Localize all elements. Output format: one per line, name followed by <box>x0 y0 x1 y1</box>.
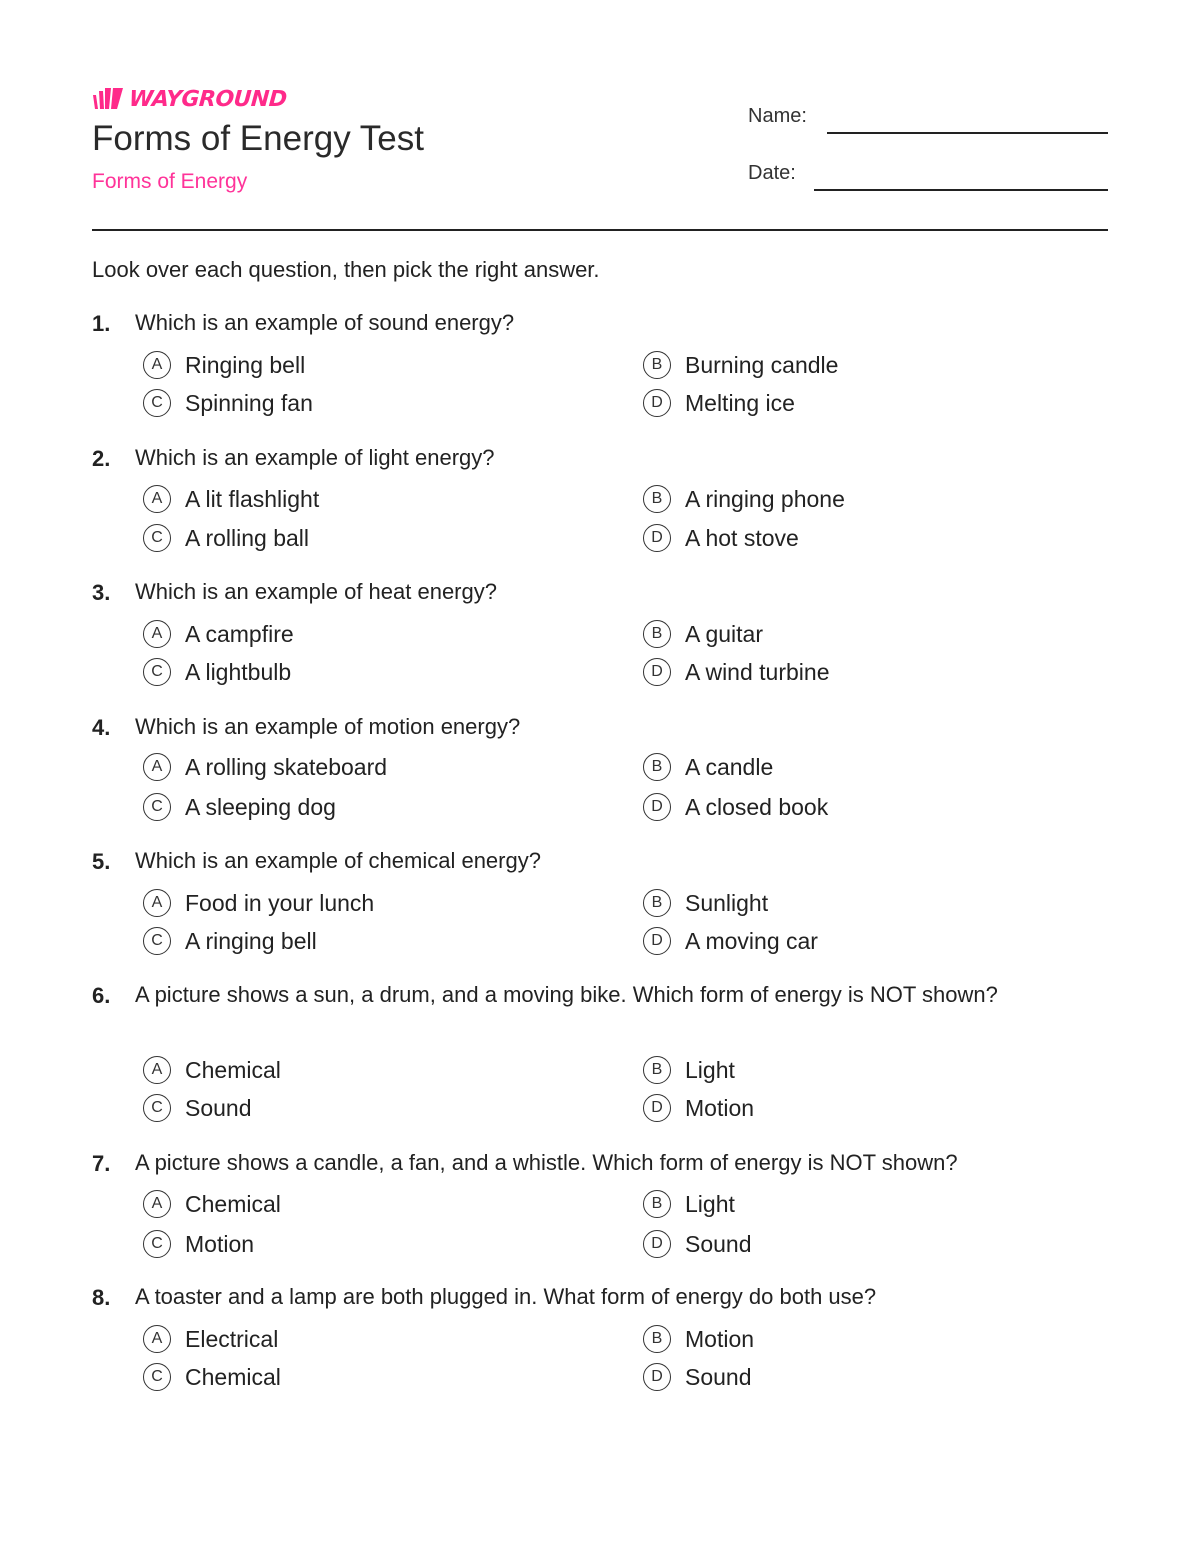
answer-option-a[interactable] <box>143 1323 278 1355</box>
question-number: 3. <box>92 580 111 605</box>
answer-bubble[interactable]: D <box>643 389 671 417</box>
page-subtitle: Forms of Energy <box>92 170 248 193</box>
answer-bubble[interactable]: A <box>143 485 171 513</box>
answer-option-b[interactable] <box>643 887 768 919</box>
answer-bubble[interactable]: C <box>143 1230 171 1258</box>
answer-bubble[interactable]: D <box>643 1094 671 1122</box>
answer-option-b[interactable] <box>643 349 838 381</box>
answer-text: Chemical <box>185 1056 281 1083</box>
question-number: 8. <box>92 1285 111 1310</box>
answer-option-d[interactable] <box>643 1092 754 1124</box>
answer-text: Motion <box>685 1094 755 1121</box>
answer-text: Sound <box>685 1363 752 1390</box>
answer-option-a[interactable] <box>143 1188 281 1220</box>
question-number: 2. <box>92 446 111 471</box>
answer-bubble[interactable]: C <box>143 1363 171 1391</box>
answer-bubble[interactable]: C <box>143 524 171 552</box>
answer-bubble[interactable]: C <box>143 1094 171 1122</box>
answer-bubble[interactable]: B <box>643 889 671 917</box>
answer-bubble[interactable]: D <box>643 1363 671 1391</box>
answer-option-a[interactable] <box>143 618 294 650</box>
answer-option-b[interactable] <box>643 1054 735 1086</box>
answer-option-c[interactable] <box>143 791 336 823</box>
question-text: Which is an example of motion energy? <box>135 714 521 739</box>
question-text: A toaster and a lamp are both plugged in. What form of energy do both use? <box>135 1284 877 1309</box>
answer-text: A campfire <box>185 620 294 647</box>
question-text: A picture shows a candle, a fan, and a whistle. Which form of energy is NOT shown? <box>135 1150 958 1175</box>
answer-bubble[interactable]: B <box>643 753 671 781</box>
answer-text: A hot stove <box>685 524 799 551</box>
answer-option-d[interactable] <box>643 791 828 823</box>
answer-option-c[interactable] <box>143 387 313 419</box>
answer-option-a[interactable] <box>143 483 319 515</box>
answer-text: A closed book <box>685 793 829 820</box>
answer-bubble[interactable]: A <box>143 351 171 379</box>
answer-bubble[interactable]: B <box>643 351 671 379</box>
answer-option-b[interactable] <box>643 1323 754 1355</box>
answer-text: Ringing bell <box>185 351 306 378</box>
answer-bubble[interactable]: C <box>143 927 171 955</box>
answer-bubble[interactable]: B <box>643 1190 671 1218</box>
question-number: 4. <box>92 715 111 740</box>
answer-text: Light <box>685 1056 735 1083</box>
question-text: Which is an example of light energy? <box>135 445 495 470</box>
answer-bubble[interactable]: A <box>143 889 171 917</box>
answer-text: Electrical <box>185 1325 279 1352</box>
answer-text: Melting ice <box>685 389 795 416</box>
date-label: Date: <box>748 162 796 184</box>
answer-bubble[interactable]: D <box>643 1230 671 1258</box>
answer-bubble[interactable]: C <box>143 389 171 417</box>
answer-option-b[interactable] <box>643 1188 735 1220</box>
answer-option-d[interactable] <box>643 387 795 419</box>
answer-bubble[interactable]: B <box>643 1056 671 1084</box>
answer-bubble[interactable]: D <box>643 927 671 955</box>
answer-text: Sound <box>685 1230 752 1257</box>
answer-option-c[interactable] <box>143 522 309 554</box>
question-number: 5. <box>92 849 111 874</box>
answer-text: Motion <box>185 1230 255 1257</box>
answer-bubble[interactable]: A <box>143 1325 171 1353</box>
answer-bubble[interactable]: D <box>643 793 671 821</box>
answer-option-d[interactable] <box>643 925 818 957</box>
answer-option-a[interactable] <box>143 349 305 381</box>
answer-option-a[interactable] <box>143 887 374 919</box>
answer-text: A rolling skateboard <box>185 753 388 780</box>
answer-text: Chemical <box>185 1190 281 1217</box>
answer-option-c[interactable] <box>143 656 291 688</box>
brand-logo <box>92 86 287 112</box>
answer-text: A moving car <box>685 927 818 954</box>
answer-text: A ringing phone <box>685 485 845 512</box>
answer-text: Burning candle <box>685 351 839 378</box>
answer-option-a[interactable] <box>143 1054 281 1086</box>
answer-option-d[interactable] <box>643 522 799 554</box>
answer-text: A candle <box>685 753 774 780</box>
answer-bubble[interactable]: C <box>143 658 171 686</box>
answer-option-c[interactable] <box>143 1092 252 1124</box>
answer-text: Spinning fan <box>185 389 313 416</box>
answer-option-d[interactable] <box>643 656 829 688</box>
name-field[interactable] <box>827 132 1108 134</box>
answer-text: Sound <box>185 1094 252 1121</box>
answer-text: A lit flashlight <box>185 485 320 512</box>
answer-option-d[interactable] <box>643 1361 752 1393</box>
answer-option-d[interactable] <box>643 1228 752 1260</box>
answer-bubble[interactable]: B <box>643 485 671 513</box>
answer-text: Sunlight <box>685 889 769 916</box>
answer-bubble[interactable]: D <box>643 524 671 552</box>
wayground-logo-icon <box>92 87 124 111</box>
answer-option-c[interactable] <box>143 1361 281 1393</box>
answer-text: Motion <box>685 1325 755 1352</box>
question-number: 1. <box>92 311 111 336</box>
question-number: 6. <box>92 983 111 1008</box>
question-text: Which is an example of chemical energy? <box>135 848 541 873</box>
answer-bubble[interactable]: B <box>643 620 671 648</box>
answer-text: A sleeping dog <box>185 793 336 820</box>
answer-text: A lightbulb <box>185 658 292 685</box>
answer-text: Light <box>685 1190 735 1217</box>
instructions: Look over each question, then pick the right answer. <box>92 257 600 282</box>
answer-bubble[interactable]: A <box>143 1190 171 1218</box>
answer-bubble[interactable]: C <box>143 793 171 821</box>
answer-bubble[interactable]: A <box>143 753 171 781</box>
question-number: 7. <box>92 1151 111 1176</box>
answer-bubble[interactable]: B <box>643 1325 671 1353</box>
question-text: Which is an example of sound energy? <box>135 310 515 335</box>
answer-option-a[interactable] <box>143 751 387 783</box>
header-divider <box>92 229 1108 231</box>
answer-bubble[interactable]: A <box>143 620 171 648</box>
brand-name: WAYGROUND <box>128 86 288 112</box>
answer-option-c[interactable] <box>143 1228 254 1260</box>
name-label: Name: <box>748 105 807 127</box>
answer-text: A guitar <box>685 620 763 647</box>
answer-option-b[interactable] <box>643 751 773 783</box>
page-title: Forms of Energy Test <box>92 119 424 158</box>
answer-option-c[interactable] <box>143 925 317 957</box>
answer-text: A wind turbine <box>685 658 830 685</box>
answer-bubble[interactable]: A <box>143 1056 171 1084</box>
question-text: A picture shows a sun, a drum, and a moving bike. Which form of energy is NOT shown? <box>135 982 998 1007</box>
answer-bubble[interactable]: D <box>643 658 671 686</box>
question-text: Which is an example of heat energy? <box>135 579 497 604</box>
date-field[interactable] <box>814 189 1108 191</box>
answer-option-b[interactable] <box>643 483 845 515</box>
answer-option-b[interactable] <box>643 618 763 650</box>
answer-text: Chemical <box>185 1363 281 1390</box>
answer-text: A rolling ball <box>185 524 310 551</box>
answer-text: Food in your lunch <box>185 889 375 916</box>
answer-text: A ringing bell <box>185 927 317 954</box>
